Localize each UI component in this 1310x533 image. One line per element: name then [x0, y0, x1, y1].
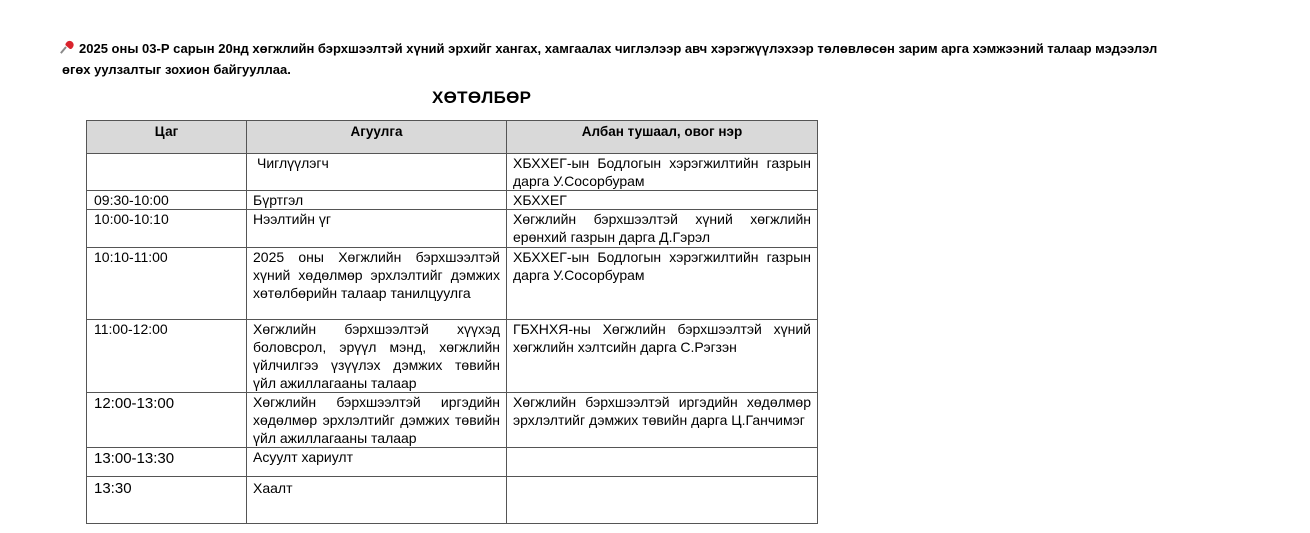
- cell-person: ГБХНХЯ-ны Хөгжлийн бэрхшээлтэй хүний хөгжлийн хэлтсийн дарга С.Рэгзэн: [507, 320, 818, 393]
- cell-person: ХБХХЕГ: [507, 191, 818, 210]
- pushpin-icon: [62, 41, 76, 55]
- cell-person: Хөгжлийн бэрхшээлтэй иргэдийн хөдөлмөр эрхлэлтийг дэмжих төвийн дарга Ц.Ганчимэг: [507, 393, 818, 448]
- cell-topic: Бүртгэл: [247, 191, 507, 210]
- cell-person: ХБХХЕГ-ын Бодлогын хэрэгжилтийн газрын дарга У.Сосорбурам: [507, 248, 818, 320]
- schedule-table: [86, 120, 818, 524]
- cell-topic: Хөгжлийн бэрхшээлтэй хүүхэд боловсрол, эрүүл мэнд, хөгжлийн үйлчилгээ үзүүлэх дэмжих төвийн үйл ажиллагааны талаар: [247, 320, 507, 393]
- cell-topic: Асуулт хариулт: [247, 448, 507, 477]
- program-title: ХӨТӨЛБӨР: [432, 88, 532, 107]
- table-row: [87, 248, 818, 320]
- table-row: [87, 477, 818, 524]
- cell-time: 10:00-10:10: [87, 210, 247, 248]
- cell-time: 13:00-13:30: [87, 448, 247, 477]
- intro-line-2: өгөх уулзалтыг зохион байгууллаа.: [62, 62, 291, 77]
- cell-topic: Нээлтийн үг: [247, 210, 507, 248]
- cell-time: 13:30: [87, 477, 247, 524]
- cell-topic: Хаалт: [247, 477, 507, 524]
- cell-time: 09:30-10:00: [87, 191, 247, 210]
- cell-topic: Хөгжлийн бэрхшээлтэй иргэдийн хөдөлмөр эрхлэлтийг дэмжих төвийн үйл ажиллагааны талаар: [247, 393, 507, 448]
- cell-person: [507, 477, 818, 524]
- table-header-row: [87, 121, 818, 154]
- intro-line-1-text: 2025 оны 03-Р сарын 20нд хөгжлийн бэрхшээлтэй хүний эрхийг хангах, хамгаалах чиглэлээр авч хэрэгжүүлэхээр төлөвлөсөн зарим арга хэмжээний талаар мэдээлэл: [79, 41, 1158, 56]
- cell-time: 10:10-11:00: [87, 248, 247, 320]
- cell-time: 11:00-12:00: [87, 320, 247, 393]
- intro-line-1: [62, 38, 1307, 59]
- cell-person: [507, 448, 818, 477]
- header-topic: Агуулга: [247, 121, 507, 154]
- header-time: Цаг: [87, 121, 247, 154]
- table-row: [87, 320, 818, 393]
- intro-text: [62, 38, 1307, 80]
- header-person: Албан тушаал, овог нэр: [507, 121, 818, 154]
- cell-person: Хөгжлийн бэрхшээлтэй хүний хөгжлийн ерөнхий газрын дарга Д.Гэрэл: [507, 210, 818, 248]
- cell-time: [87, 154, 247, 191]
- cell-time: 12:00-13:00: [87, 393, 247, 448]
- table-row: [87, 210, 818, 248]
- table-row: [87, 154, 818, 191]
- table-row: [87, 448, 818, 477]
- cell-person: ХБХХЕГ-ын Бодлогын хэрэгжилтийн газрын дарга У.Сосорбурам: [507, 154, 818, 191]
- table-row: [87, 191, 818, 210]
- table-row: [87, 393, 818, 448]
- cell-topic: Чиглүүлэгч: [247, 154, 507, 191]
- cell-topic: 2025 оны Хөгжлийн бэрхшээлтэй хүний хөдөлмөр эрхлэлтийг дэмжих хөтөлбөрийн талаар танилцуулга: [247, 248, 507, 320]
